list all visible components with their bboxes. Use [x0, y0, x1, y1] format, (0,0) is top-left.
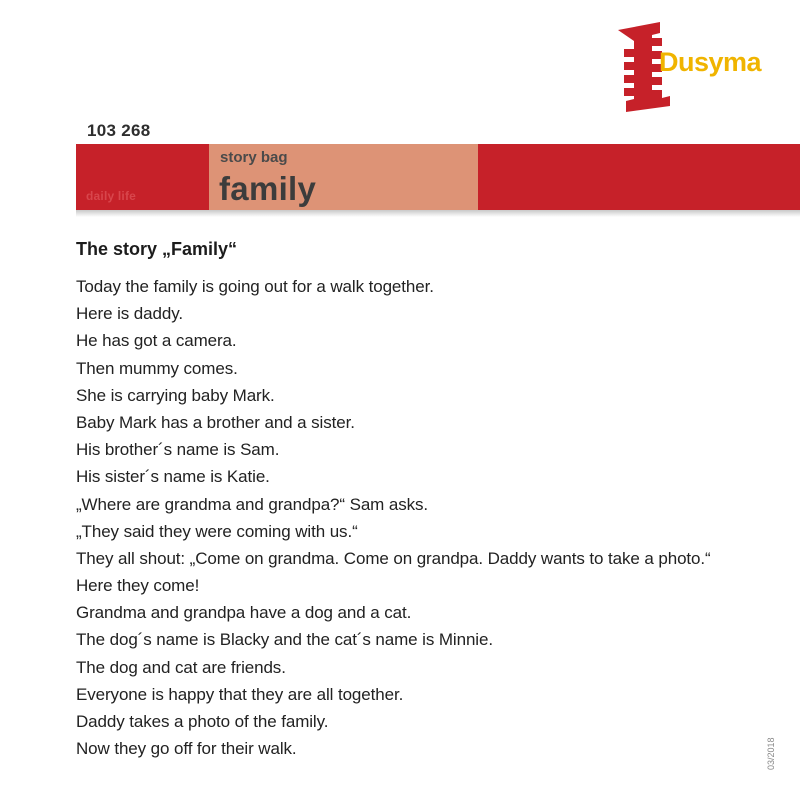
category-label: daily life	[86, 189, 137, 203]
story-line: The dog and cat are friends.	[76, 657, 286, 677]
story-line: Then mummy comes.	[76, 358, 238, 378]
article-number: 103 268	[87, 121, 151, 140]
story-line: Grandma and grandpa have a dog and a cat.	[76, 603, 412, 623]
story-heading: The story „Family“	[76, 239, 238, 259]
logo-wordmark: Dusyma	[659, 47, 762, 77]
story-line: „Where are grandma and grandpa?“ Sam asks.	[76, 494, 429, 514]
story-text	[76, 273, 711, 762]
banner-title-block	[209, 144, 478, 210]
title-banner	[76, 144, 800, 210]
story-line: Now they go off for their walk.	[76, 739, 297, 759]
story-line: His sister´s name is Katie.	[76, 467, 270, 487]
banner-shadow	[76, 210, 800, 217]
banner-left-block	[76, 144, 209, 210]
story-line: The dog´s name is Blacky and the cat´s name is Minnie.	[76, 630, 493, 650]
story-line: Here is daddy.	[76, 304, 183, 324]
story-line: She is carrying baby Mark.	[76, 385, 275, 405]
story-line: Here they come!	[76, 576, 200, 596]
story-line: Daddy takes a photo of the family.	[76, 712, 329, 731]
story-line: They all shout: „Come on grandma. Come on grandpa. Daddy wants to take a photo.“	[76, 548, 711, 568]
date-code: 03/2018	[766, 737, 776, 770]
story-line: „They said they were coming with us.“	[76, 521, 358, 541]
dusyma-logo	[614, 20, 784, 112]
banner-title: family	[219, 170, 317, 207]
story-line: Baby Mark has a brother and a sister.	[76, 412, 355, 432]
banner-right-block	[478, 144, 800, 210]
story-line: He has got a camera.	[76, 331, 237, 351]
banner-kicker: story bag	[220, 149, 288, 166]
story-line: His brother´s name is Sam.	[76, 440, 280, 460]
story-line: Today the family is going out for a walk together.	[76, 277, 434, 296]
story-line: Everyone is happy that they are all together.	[76, 684, 404, 704]
